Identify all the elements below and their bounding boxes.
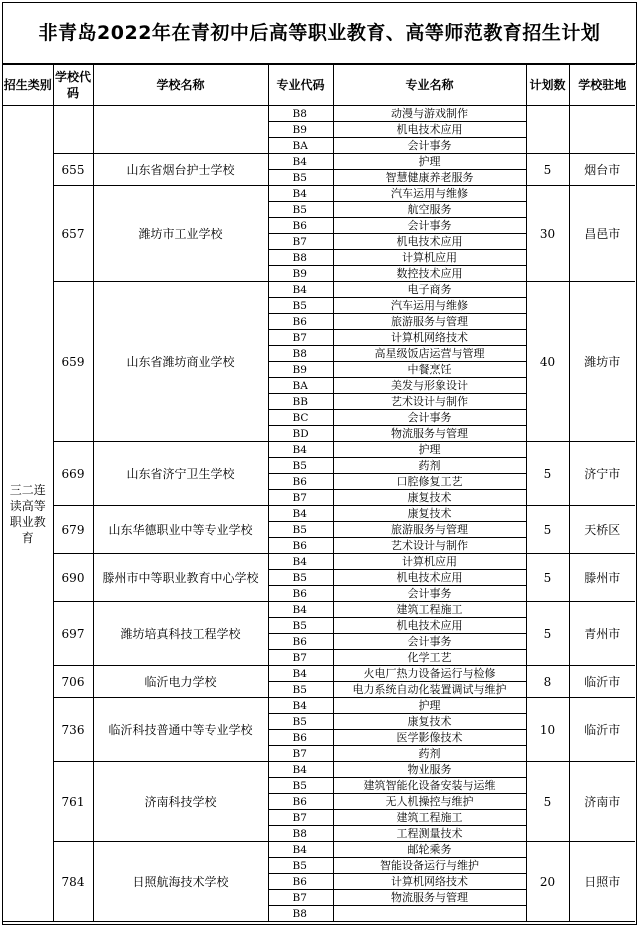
school-name-cell: 潍坊培真科技工程学校 (93, 602, 268, 666)
major-name-cell: 汽车运用与维修 (333, 186, 526, 202)
header-location: 学校驻地 (569, 65, 635, 106)
school-code-cell: 761 (53, 762, 93, 842)
school-code-cell: 706 (53, 666, 93, 698)
school-name-cell: 山东省潍坊商业学校 (93, 282, 268, 442)
table-row (3, 154, 635, 170)
major-code-cell: B7 (268, 234, 333, 250)
major-code-cell: B4 (268, 282, 333, 298)
major-code-cell: B4 (268, 554, 333, 570)
major-code-cell: B6 (268, 538, 333, 554)
page-title: 非青岛2022年在青初中后高等职业教育、高等师范教育招生计划 (3, 3, 636, 64)
location-cell: 天桥区 (569, 506, 635, 554)
category-cell: 三二连读高等职业教育 (3, 106, 53, 922)
major-name-cell: 康复技术 (333, 506, 526, 522)
major-code-cell: B5 (268, 570, 333, 586)
major-code-cell: B7 (268, 490, 333, 506)
school-name-cell: 山东华德职业中等专业学校 (93, 506, 268, 554)
school-code-cell: 736 (53, 698, 93, 762)
major-code-cell: BC (268, 410, 333, 426)
major-name-cell: 汽车运用与维修 (333, 298, 526, 314)
major-code-cell: BA (268, 138, 333, 154)
school-code-cell: 690 (53, 554, 93, 602)
major-code-cell: B9 (268, 266, 333, 282)
plan-count-cell: 40 (526, 282, 569, 442)
table-row (3, 506, 635, 522)
major-name-cell: 旅游服务与管理 (333, 314, 526, 330)
major-name-cell: 药剂 (333, 458, 526, 474)
major-name-cell (333, 906, 526, 922)
major-code-cell: B8 (268, 826, 333, 842)
major-code-cell: B4 (268, 442, 333, 458)
major-name-cell: 机电技术应用 (333, 570, 526, 586)
location-cell: 潍坊市 (569, 282, 635, 442)
table-row (3, 554, 635, 570)
plan-count-cell: 5 (526, 506, 569, 554)
major-name-cell: 艺术设计与制作 (333, 538, 526, 554)
school-name-cell: 日照航海技术学校 (93, 842, 268, 922)
header-row (3, 65, 635, 106)
plan-count-cell: 5 (526, 762, 569, 842)
major-code-cell: B5 (268, 714, 333, 730)
major-name-cell: 无人机操控与维护 (333, 794, 526, 810)
major-name-cell: 化学工艺 (333, 650, 526, 666)
location-cell: 滕州市 (569, 554, 635, 602)
major-name-cell: 建筑智能化设备安装与运维 (333, 778, 526, 794)
major-code-cell: B6 (268, 874, 333, 890)
major-name-cell: 美发与形象设计 (333, 378, 526, 394)
plan-count-cell: 30 (526, 186, 569, 282)
major-code-cell: B4 (268, 186, 333, 202)
major-code-cell: B5 (268, 522, 333, 538)
major-code-cell: B5 (268, 202, 333, 218)
table-row (3, 666, 635, 682)
major-code-cell: B6 (268, 474, 333, 490)
plan-count-cell: 5 (526, 154, 569, 186)
plan-count-cell: 5 (526, 602, 569, 666)
major-code-cell: B5 (268, 618, 333, 634)
major-code-cell: B4 (268, 666, 333, 682)
header-school-name: 学校名称 (93, 65, 268, 106)
major-name-cell: 建筑工程施工 (333, 810, 526, 826)
major-code-cell: B5 (268, 682, 333, 698)
major-code-cell: B6 (268, 586, 333, 602)
table-row (3, 602, 635, 618)
major-name-cell: 航空服务 (333, 202, 526, 218)
major-name-cell: 建筑工程施工 (333, 602, 526, 618)
header-school-code: 学校代码 (53, 65, 93, 106)
major-name-cell: 口腔修复工艺 (333, 474, 526, 490)
major-name-cell: 会计事务 (333, 634, 526, 650)
plan-count-cell: 8 (526, 666, 569, 698)
major-code-cell: B9 (268, 122, 333, 138)
table-body (3, 106, 635, 922)
header-major-code: 专业代码 (268, 65, 333, 106)
major-code-cell: B6 (268, 730, 333, 746)
major-code-cell: B7 (268, 650, 333, 666)
major-name-cell: 高星级饭店运营与管理 (333, 346, 526, 362)
major-name-cell: 中餐烹饪 (333, 362, 526, 378)
major-name-cell: 医学影像技术 (333, 730, 526, 746)
school-name-cell: 山东省济宁卫生学校 (93, 442, 268, 506)
location-cell: 临沂市 (569, 698, 635, 762)
school-code-cell (53, 106, 93, 154)
admission-plan-table (3, 64, 635, 922)
school-code-cell: 679 (53, 506, 93, 554)
table-row (3, 186, 635, 202)
major-name-cell: 艺术设计与制作 (333, 394, 526, 410)
school-code-cell: 784 (53, 842, 93, 922)
school-name-cell (93, 106, 268, 154)
location-cell: 青州市 (569, 602, 635, 666)
header-plan: 计划数 (526, 65, 569, 106)
major-name-cell: 会计事务 (333, 218, 526, 234)
major-code-cell: B6 (268, 314, 333, 330)
major-code-cell: B8 (268, 106, 333, 122)
major-name-cell: 火电厂热力设备运行与检修 (333, 666, 526, 682)
major-name-cell: 智能设备运行与维护 (333, 858, 526, 874)
table-row (3, 282, 635, 298)
major-code-cell: B5 (268, 298, 333, 314)
school-name-cell: 济南科技学校 (93, 762, 268, 842)
major-code-cell: B9 (268, 362, 333, 378)
major-name-cell: 会计事务 (333, 138, 526, 154)
major-code-cell: B8 (268, 346, 333, 362)
major-name-cell: 计算机网络技术 (333, 874, 526, 890)
major-code-cell: B4 (268, 154, 333, 170)
major-name-cell: 计算机应用 (333, 250, 526, 266)
major-code-cell: B4 (268, 762, 333, 778)
plan-count-cell: 20 (526, 842, 569, 922)
header-major-name: 专业名称 (333, 65, 526, 106)
major-name-cell: 数控技术应用 (333, 266, 526, 282)
major-name-cell: 康复技术 (333, 490, 526, 506)
plan-count-cell: 5 (526, 442, 569, 506)
school-code-cell: 669 (53, 442, 93, 506)
major-code-cell: B5 (268, 778, 333, 794)
major-name-cell: 工程测量技术 (333, 826, 526, 842)
school-code-cell: 655 (53, 154, 93, 186)
plan-count-cell: 10 (526, 698, 569, 762)
location-cell: 日照市 (569, 842, 635, 922)
major-code-cell: B6 (268, 218, 333, 234)
major-code-cell: B4 (268, 602, 333, 618)
major-name-cell: 物流服务与管理 (333, 426, 526, 442)
major-name-cell: 药剂 (333, 746, 526, 762)
major-name-cell: 会计事务 (333, 410, 526, 426)
major-code-cell: B6 (268, 794, 333, 810)
major-name-cell: 康复技术 (333, 714, 526, 730)
major-code-cell: B7 (268, 890, 333, 906)
table-row (3, 842, 635, 858)
major-name-cell: 护理 (333, 698, 526, 714)
major-code-cell: B4 (268, 698, 333, 714)
major-name-cell: 电力系统自动化装置调试与维护 (333, 682, 526, 698)
school-name-cell: 滕州市中等职业教育中心学校 (93, 554, 268, 602)
table-row (3, 698, 635, 714)
plan-count-cell: 5 (526, 554, 569, 602)
table-row (3, 442, 635, 458)
major-name-cell: 物流服务与管理 (333, 890, 526, 906)
document-frame (2, 2, 637, 925)
major-name-cell: 物业服务 (333, 762, 526, 778)
location-cell: 济南市 (569, 762, 635, 842)
major-code-cell: B7 (268, 810, 333, 826)
major-code-cell: B8 (268, 906, 333, 922)
major-code-cell: B5 (268, 458, 333, 474)
table-row (3, 106, 635, 122)
major-code-cell: B6 (268, 634, 333, 650)
major-name-cell: 电子商务 (333, 282, 526, 298)
location-cell (569, 106, 635, 154)
table-row (3, 762, 635, 778)
major-code-cell: BD (268, 426, 333, 442)
location-cell: 烟台市 (569, 154, 635, 186)
major-code-cell: B5 (268, 858, 333, 874)
major-code-cell: B7 (268, 746, 333, 762)
plan-count-cell (526, 106, 569, 154)
major-code-cell: B8 (268, 250, 333, 266)
major-name-cell: 邮轮乘务 (333, 842, 526, 858)
school-code-cell: 657 (53, 186, 93, 282)
school-code-cell: 697 (53, 602, 93, 666)
school-name-cell: 潍坊市工业学校 (93, 186, 268, 282)
major-name-cell: 机电技术应用 (333, 234, 526, 250)
major-code-cell: BB (268, 394, 333, 410)
major-name-cell: 计算机网络技术 (333, 330, 526, 346)
major-name-cell: 护理 (333, 154, 526, 170)
major-code-cell: B5 (268, 170, 333, 186)
school-name-cell: 临沂科技普通中等专业学校 (93, 698, 268, 762)
major-name-cell: 会计事务 (333, 586, 526, 602)
major-name-cell: 旅游服务与管理 (333, 522, 526, 538)
header-category: 招生类别 (3, 65, 53, 106)
school-name-cell: 临沂电力学校 (93, 666, 268, 698)
major-code-cell: B4 (268, 842, 333, 858)
school-name-cell: 山东省烟台护士学校 (93, 154, 268, 186)
major-name-cell: 机电技术应用 (333, 618, 526, 634)
school-code-cell: 659 (53, 282, 93, 442)
major-name-cell: 智慧健康养老服务 (333, 170, 526, 186)
location-cell: 济宁市 (569, 442, 635, 506)
location-cell: 临沂市 (569, 666, 635, 698)
major-name-cell: 动漫与游戏制作 (333, 106, 526, 122)
major-code-cell: BA (268, 378, 333, 394)
major-name-cell: 机电技术应用 (333, 122, 526, 138)
major-name-cell: 计算机应用 (333, 554, 526, 570)
major-code-cell: B4 (268, 506, 333, 522)
location-cell: 昌邑市 (569, 186, 635, 282)
major-name-cell: 护理 (333, 442, 526, 458)
major-code-cell: B7 (268, 330, 333, 346)
